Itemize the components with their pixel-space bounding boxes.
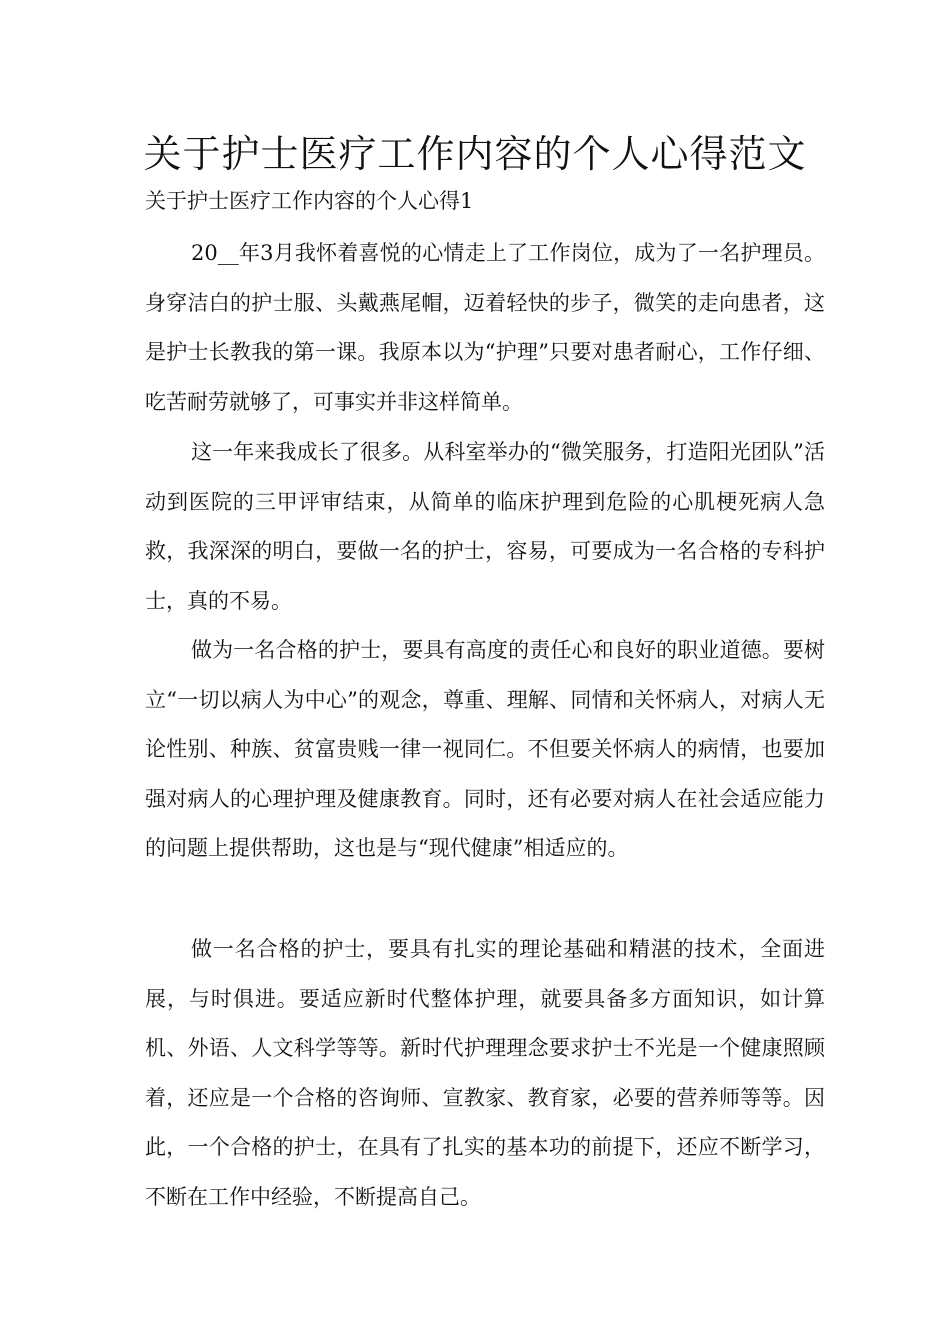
paragraph-1: 20__年3月我怀着喜悦的心情走上了工作岗位，成为了一名护理员。身穿洁白的护士服、头戴燕尾帽，迈着轻快的步子，微笑的走向患者，这是护士长教我的第一课。我原本以为“护理”只要对患者耐心，工作仔细、吃苦耐劳就够了，可事实并非这样简单。 xyxy=(145,241,825,414)
paragraph-2: 这一年来我成长了很多。从科室举办的“微笑服务，打造阳光团队”活动到医院的三甲评审结束，从简单的临床护理到危险的心肌梗死病人急救，我深深的明白，要做一名的护士，容易，可要成为一名合格的专科护士，真的不易。 xyxy=(145,440,825,613)
paragraph-3: 做为一名合格的护士，要具有高度的责任心和良好的职业道德。要树立“一切以病人为中心”的观念，尊重、理解、同情和关怀病人，对病人无论性别、种族、贫富贵贱一律一视同仁。不但要关怀病人的病情，也要加强对病人的心理护理及健康教育。同时，还有必要对病人在社会适应能力的问题上提供帮助，这也是与“现代健康”相适应的。 xyxy=(145,638,825,861)
document-subtitle: 关于护士医疗工作内容的个人心得1 xyxy=(145,189,474,213)
document-title: 关于护士医疗工作内容的个人心得范文 xyxy=(143,132,807,176)
paragraph-4: 做一名合格的护士，要具有扎实的理论基础和精湛的技术，全面进展，与时俱进。要适应新时代整体护理，就要具备多方面知识，如计算机、外语、人文科学等等。新时代护理理念要求护士不光是一个健康照顾着，还应是一个合格的咨询师、宣教家、教育家，必要的营养师等等。因此，一个合格的护士，在具有了扎实的基本功的前提下，还应不断学习，不断在工作中经验，不断提高自己。 xyxy=(145,937,825,1209)
